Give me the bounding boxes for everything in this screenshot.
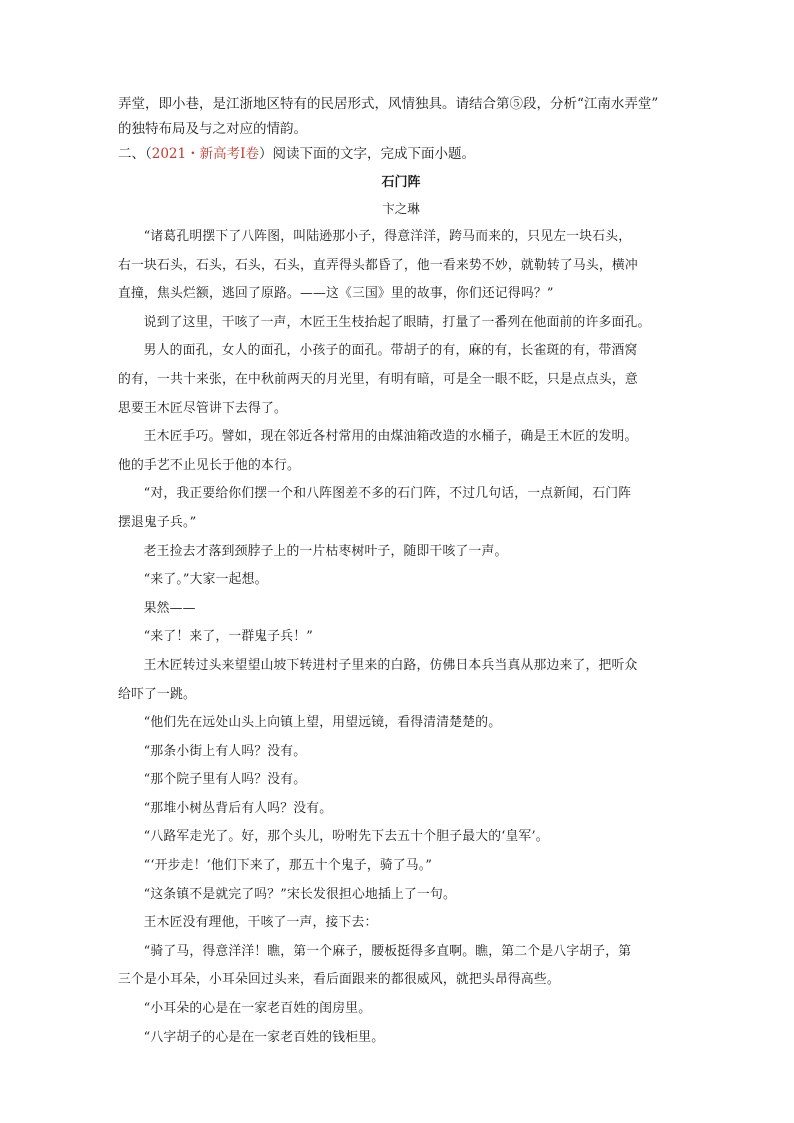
paragraph-line: “那条小街上有人吗？没有。 [143,743,307,759]
paragraph-line: 摆退鬼子兵。” [118,514,197,530]
story-paragraph [118,1024,684,1053]
story-paragraph [118,595,684,624]
story-paragraph [118,480,684,537]
paragraph-line: “八路军走光了。好，那个头儿，吩咐先下去五十个胆子最大的‘皇军’。 [143,829,549,845]
story-paragraph [118,538,684,567]
document-content [118,92,684,1052]
paragraph-line: “来了。”大家一起想。 [143,572,268,588]
story-paragraph [118,995,684,1024]
story-paragraph [118,709,684,738]
paragraph-line: 三个是小耳朵，小耳朵回过头来，看后面跟来的都很威风，就把头昂得高些。 [118,972,560,988]
paragraph-line: 说到了这里，干咳了一声，木匠王生枝抬起了眼睛，打量了一番列在他面前的许多面孔。 [143,314,651,330]
story-title: 石门阵 [381,175,421,190]
paragraph-line: “对，我正要给你们摆一个和八阵图差不多的石门阵，不过几句话，一点新闻，石门阵 [143,486,632,502]
paragraph-line: 思要王木匠尽管讲下去得了。 [118,400,287,416]
question-intro [118,92,684,142]
story-paragraph [118,309,684,338]
section-prefix: 二、（ [118,146,152,162]
paragraph-line: 王木匠手巧。譬如，现在邻近各村常用的由煤油箱改造的水桶子，确是王木匠的发明。 [143,429,638,445]
intro-line: 的独特布局及与之对应的情韵。 [118,121,307,137]
paragraph-line: 他的手艺不止见长于他的本行。 [118,457,300,473]
story-paragraph [118,337,684,423]
paragraph-line: 老王捡去才落到颈脖子上的一片枯枣树叶子，随即干咳了一声。 [143,543,508,559]
story-paragraph [118,423,684,480]
story-paragraph [118,852,684,881]
paragraph-line: 男人的面孔，女人的面孔，小孩子的面孔。带胡子的有，麻的有，长雀斑的有，带酒窝 [143,343,638,359]
paragraph-line: “他们先在远处山头上向镇上望，用望远镜，看得清清楚楚的。 [143,715,502,731]
paragraph-line: 王木匠转过头来望望山坡下转进村子里来的白路，仿佛日本兵当真从那边来了，把听众 [143,657,638,673]
story-body [118,223,684,1052]
exam-source: 2021・新高考Ⅰ卷 [151,146,259,162]
paragraph-line: 给吓了一跳。 [118,686,196,702]
paragraph-line: 王木匠没有理他，干咳了一声，接下去： [143,915,378,931]
story-paragraph [118,881,684,910]
section-heading [118,142,684,167]
paragraph-line: 右一块石头，石头，石头，石头，直弄得头都昏了，他一看来势不妙，就勒转了马头，横冲 [118,257,638,273]
paragraph-line: “来了！来了，一群鬼子兵！” [143,629,314,645]
paragraph-line: “骑了马，得意洋洋！瞧，第一个麻子，腰板挺得多直啊。瞧，第二个是八字胡子，第 [143,943,632,959]
paragraph-line: 果然—— [143,600,196,616]
paragraph-line: 的有，一共十来张，在中秋前两天的月光里，有明有暗，可是全一眼不眨，只是点点头，意 [118,371,638,387]
story-paragraph [118,766,684,795]
paragraph-line: “小耳朵的心是在一家老百姓的闺房里。 [143,1001,372,1017]
paragraph-line: “‘开步走！’他们下来了，那五十个鬼子，骑了马。” [143,858,433,874]
story-paragraph [118,938,684,995]
paragraph-line: “八字胡子的心是在一家老百姓的钱柜里。 [143,1029,385,1045]
story-paragraph [118,652,684,709]
story-paragraph [118,223,684,309]
story-author: 卞之琳 [382,201,420,216]
paragraph-line: 直撞，焦头烂额，逃回了原路。——这《三国》里的故事，你们还记得吗？” [118,286,554,302]
story-paragraph [118,795,684,824]
paragraph-line: “那堆小树丛背后有人吗？没有。 [143,800,333,816]
story-paragraph [118,738,684,767]
story-paragraph [118,566,684,595]
story-paragraph [118,823,684,852]
story-paragraph [118,909,684,938]
paragraph-line: “诸葛孔明摆下了八阵图，叫陆逊那小子，得意洋洋，跨马而来的，只见左一块石头， [143,229,632,244]
section-suffix: ）阅读下面的文字，完成下面小题。 [258,146,475,162]
paragraph-line: “这条镇不是就完了吗？”宋长发很担心地插上了一句。 [143,886,457,902]
story-paragraph [118,623,684,652]
paragraph-line: “那个院子里有人吗？没有。 [143,772,307,788]
intro-line: 弄堂，即小巷，是江浙地区特有的民居形式，风情独具。请结合第⑤段，分析“江南水弄堂” [118,96,659,112]
